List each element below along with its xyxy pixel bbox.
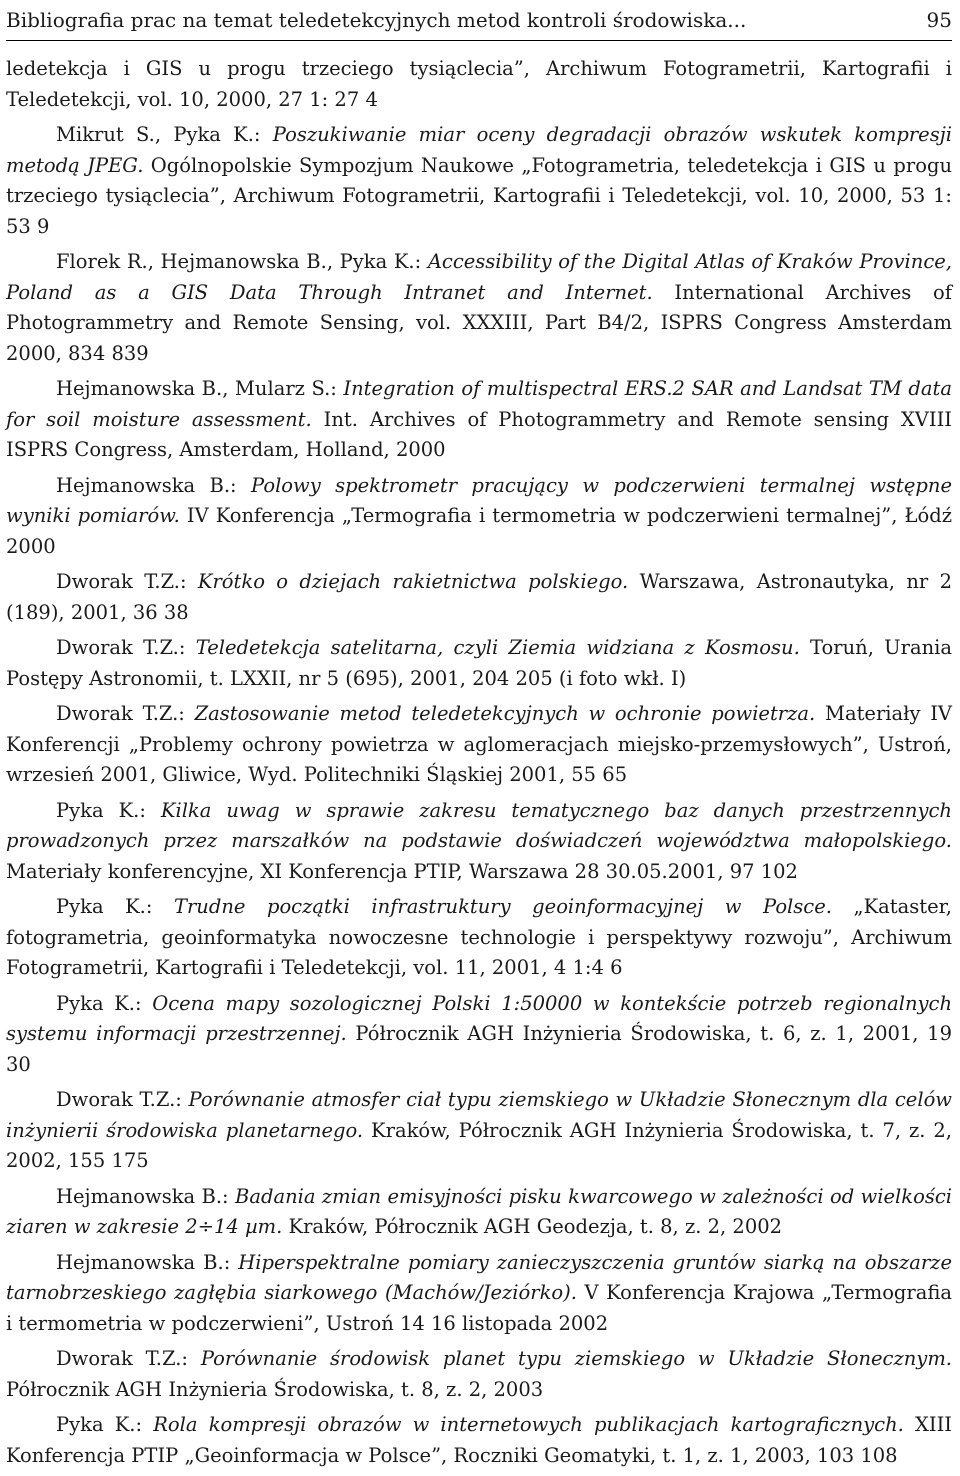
entry-publication: Materiały konferencyjne, XI Konferencja PTIP, Warszawa 28 30.05.2001, 97 102 xyxy=(6,859,798,883)
running-header xyxy=(6,0,952,41)
entry-publication: Kraków, Półrocznik AGH Inżynieria Środowiska, t. 7, z. 2, 2002, 155 175 xyxy=(6,1118,952,1172)
entry-publication: ledetekcja i GIS u progu trzeciego tysiąclecia”, Archiwum Fotogrametrii, Kartografii i Teledetekcji, vol. 10, 2000, 27 1: 27 4 xyxy=(6,57,952,111)
entry-publication: Toruń, Urania Postępy Astronomii, t. LXXII, nr 5 (695), 2001, 204 205 (i foto wkł. I) xyxy=(6,636,952,690)
bibliography-entry xyxy=(6,989,952,1081)
bibliography-entry xyxy=(6,247,952,369)
page-number: 95 xyxy=(926,8,952,32)
bibliography-entry xyxy=(6,796,952,888)
entry-publication: Półrocznik AGH Inżynieria Środowiska, t. 6, z. 1, 2001, 19 30 xyxy=(6,1022,952,1076)
entry-publication: IV Konferencja „Termografia i termometria w podczerwieni termalnej”, Łódź 2000 xyxy=(6,504,953,558)
entry-publication: XIII Konferencja PTIP „Geoinformacja w Polsce”, Roczniki Geomatyki, t. 1, z. 1, 2003, 103 108 xyxy=(6,1413,952,1467)
entry-publication: Warszawa, Astronautyka, nr 2 (189), 2001, 36 38 xyxy=(6,570,952,624)
entry-title: Trudne początki infrastruktury geoinformacyjnej w Polsce. xyxy=(173,895,832,918)
bibliography-entry xyxy=(6,120,952,242)
bibliography-entry xyxy=(6,1085,952,1177)
bibliography-entry xyxy=(6,892,952,984)
bibliography-entry xyxy=(6,374,952,466)
entry-authors: Pyka K.: xyxy=(56,1413,154,1436)
bibliography-entry xyxy=(6,1182,952,1243)
entry-title: Polowy spektrometr pracujący w podczerwieni termalnej wstępne wyniki pomiarów. xyxy=(6,473,952,527)
entry-authors: Florek R., Hejmanowska B., Pyka K.: xyxy=(56,250,428,273)
entry-title: Ocena mapy sozologicznej Polski 1:50000 w kontekście potrzeb regionalnych systemu informacji przestrzennej. xyxy=(6,991,953,1045)
entry-authors: Dworak T.Z.: xyxy=(56,636,196,659)
entry-authors: Hejmanowska B.: xyxy=(56,1250,239,1274)
entry-title: Hiperspektralne pomiary zanieczyszczenia gruntów siarką na obszarze tarnobrzeskiego zagłębia siarkowego (Machów/Jeziórko). xyxy=(6,1250,952,1304)
bibliography-entry xyxy=(6,1344,952,1405)
bibliography-entry xyxy=(6,567,952,628)
entry-title: Porównanie środowisk planet typu ziemskiego w Układzie Słonecznym. xyxy=(200,1347,953,1370)
entry-authors: Hejmanowska B., Mularz S.: xyxy=(56,377,344,400)
entry-authors: Mikrut S., Pyka K.: xyxy=(56,123,273,146)
bibliography-entry xyxy=(6,699,952,791)
bibliography-entry xyxy=(6,1248,952,1340)
bibliography-entry-continued xyxy=(6,54,952,115)
bibliography-entry xyxy=(6,471,952,563)
entry-publication: Ogólnopolskie Sympozjum Naukowe „Fotogrametria, teledetekcja i GIS u progu trzeciego tysiąclecia”, Archiwum Fotogrametrii, Kartografii i Teledetekcji, vol. 10, 2000, 53 1: 53 9 xyxy=(6,153,952,238)
entry-authors: Dworak T.Z.: xyxy=(56,1347,201,1370)
entry-authors: Pyka K.: xyxy=(56,798,161,822)
entry-authors: Hejmanowska B.: xyxy=(56,1184,236,1208)
bibliography-entry xyxy=(6,633,952,694)
entry-authors: Dworak T.Z.: xyxy=(56,1088,189,1111)
entry-publication: Półrocznik AGH Inżynieria Środowiska, t. 8, z. 2, 2003 xyxy=(6,1377,544,1401)
entry-title: Zastosowanie metod teledetekcyjnych w ochronie powietrza. xyxy=(194,702,816,725)
entry-authors: Pyka K.: xyxy=(56,895,174,918)
running-title: Bibliografia prac na temat teledetekcyjnych metod kontroli środowiska... xyxy=(6,8,747,32)
entry-publication: Int. Archives of Photogrammetry and Remote sensing XVIII ISPRS Congress, Amsterdam, Holland, 2000 xyxy=(6,407,952,461)
entry-publication: „Kataster, fotogrametria, geoinformatyka nowoczesne technologie i perspektywy rozwoju”, Archiwum Fotogrametrii, Kartografii i Teledetekcji, vol. 11, 2001, 4 1:4 6 xyxy=(6,895,953,979)
entry-authors: Dworak T.Z.: xyxy=(56,570,198,593)
entry-title: Kilka uwag w sprawie zakresu tematycznego baz danych przestrzennych prowadzonych przez marszałków na podstawie doświadczeń województwa małopolskiego. xyxy=(6,798,952,852)
entry-publication: V Konferencja Krajowa „Termografia i termometria w podczerwieni”, Ustroń 14 16 listopada 2002 xyxy=(6,1281,952,1335)
entry-title: Teledetekcja satelitarna, czyli Ziemia widziana z Kosmosu. xyxy=(195,636,800,659)
entry-authors: Pyka K.: xyxy=(56,991,153,1015)
entry-authors: Hejmanowska B.: xyxy=(56,473,251,497)
entry-title: Rola kompresji obrazów w internetowych publikacjach kartograficznych. xyxy=(153,1413,904,1436)
entry-title: Porównanie atmosfer ciał typu ziemskiego w Układzie Słonecznym dla celów inżynierii środowiska planetarnego. xyxy=(6,1088,952,1142)
bibliography-entry xyxy=(6,1410,952,1471)
entry-title: Integration of multispectral ERS.2 SAR and Landsat TM data for soil moisture assessment. xyxy=(6,377,952,431)
entry-authors: Dworak T.Z.: xyxy=(56,702,195,725)
entry-publication: International Archives of Photogrammetry and Remote Sensing, vol. XXXIII, Part B4/2, ISPRS Congress Amsterdam 2000, 834 839 xyxy=(6,280,952,365)
bibliography-list xyxy=(6,54,952,1476)
entry-title: Poszukiwanie miar oceny degradacji obrazów wskutek kompresji metodą JPEG. xyxy=(6,123,952,177)
entry-publication: Materiały IV Konferencji „Problemy ochrony powietrza w aglomeracjach miejsko-przemysłowych”, Ustroń, wrzesień 2001, Gliwice, Wyd. Politechniki Śląskiej 2001, 55 65 xyxy=(6,702,952,786)
entry-title: Accessibility of the Digital Atlas of Kraków Province, Poland as a GIS Data Through Intranet and Internet. xyxy=(6,250,952,304)
entry-title: Krótko o dziejach rakietnictwa polskiego. xyxy=(197,570,629,593)
entry-title: Badania zmian emisyjności pisku kwarcowego w zależności od wielkości ziaren w zakresie 2÷14 µm. xyxy=(6,1184,952,1238)
entry-publication: Kraków, Półrocznik AGH Geodezja, t. 8, z. 2, 2002 xyxy=(282,1215,783,1238)
